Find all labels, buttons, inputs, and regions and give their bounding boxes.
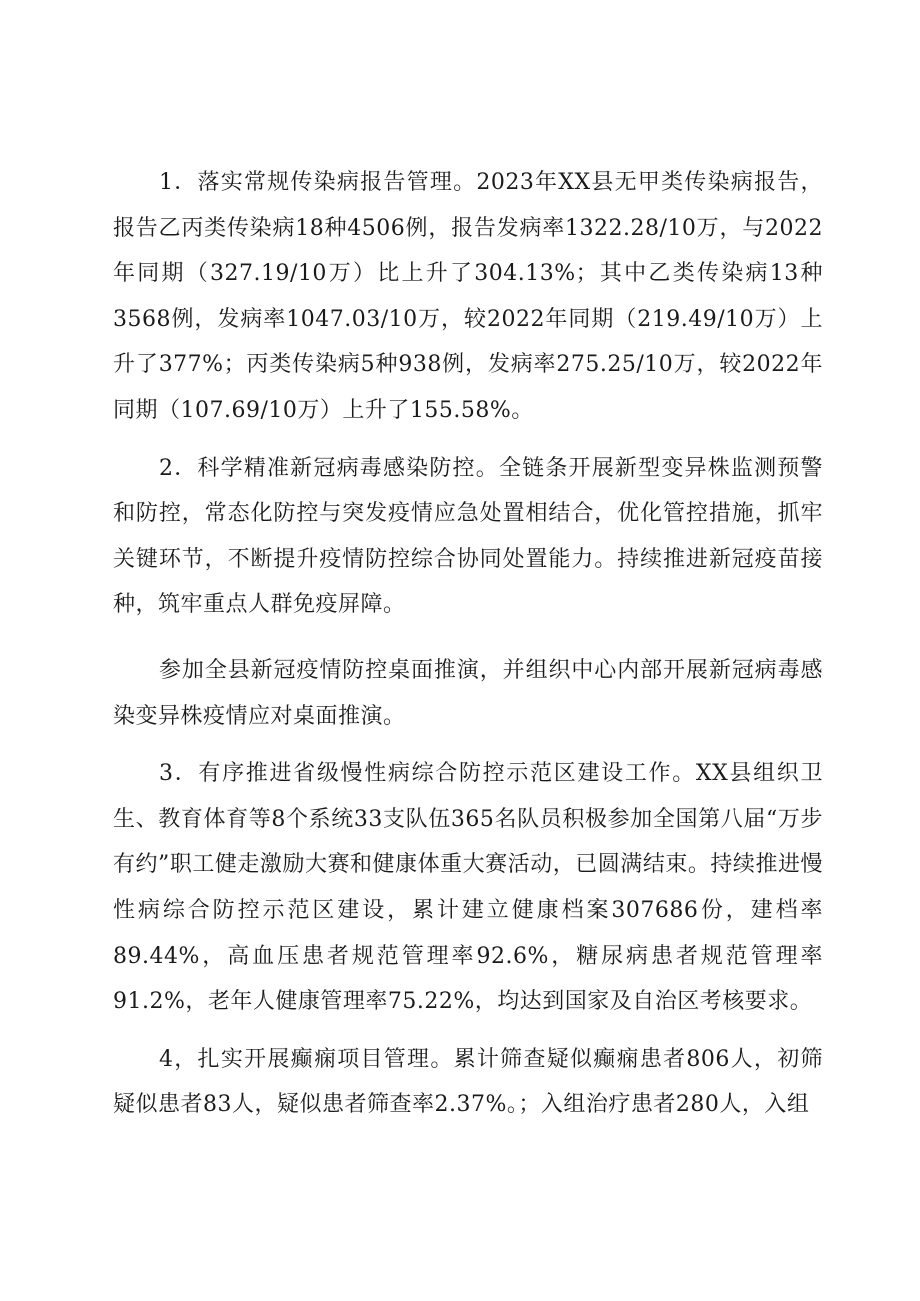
paragraph-2: 2．科学精准新冠病毒感染防控。全链条开展新型变异株监测预警和防控，常态化防控与突发疫情应急处置相结合，优化管控措施，抓牢关键环节，不断提升疫情防控综合协同处置能力。持续推进新冠疫苗接种，筑牢重点人群免疫屏障。 <box>113 455 823 618</box>
paragraph-4: 3．有序推进省级慢性病综合防控示范区建设工作。XX县组织卫生、教育体育等8个系统33支队伍365名队员积极参加全国第八届“万步有约”职工健走激励大赛和健康体重大赛活动，已圆满结束。持续推进慢性病综合防控示范区建设，累计建立健康档案307686份，建档率89.44%，高血压患者规范管理率92.6%，糖尿病患者规范管理率91.2%，老年人健康管理率75.22%，均达到国家及自治区考核要求。 <box>113 761 823 1015</box>
document-body <box>113 160 823 1140</box>
paragraph-5: 4，扎实开展癫痫项目管理。累计筛查疑似癫痫患者806人，初筛疑似患者83人，疑似患者筛查率2.37%。；入组治疗患者280人，入组 <box>113 1046 823 1118</box>
paragraph-1: 1．落实常规传染病报告管理。2023年XX县无甲类传染病报告，报告乙丙类传染病18种4506例，报告发病率1322.28/10万，与2022年同期（327.19/10万）比上升了304.13%；其中乙类传染病13种3568例，发病率1047.03/10万，较2022年同期（219.49/10万）上升了377%；丙类传染病5种938例，发病率275.25/10万，较2022年同期（107.69/10万）上升了155.58%。 <box>113 170 823 423</box>
paragraph-3: 参加全县新冠疫情防控桌面推演，并组织中心内部开展新冠病毒感染变异株疫情应对桌面推演。 <box>113 657 823 729</box>
